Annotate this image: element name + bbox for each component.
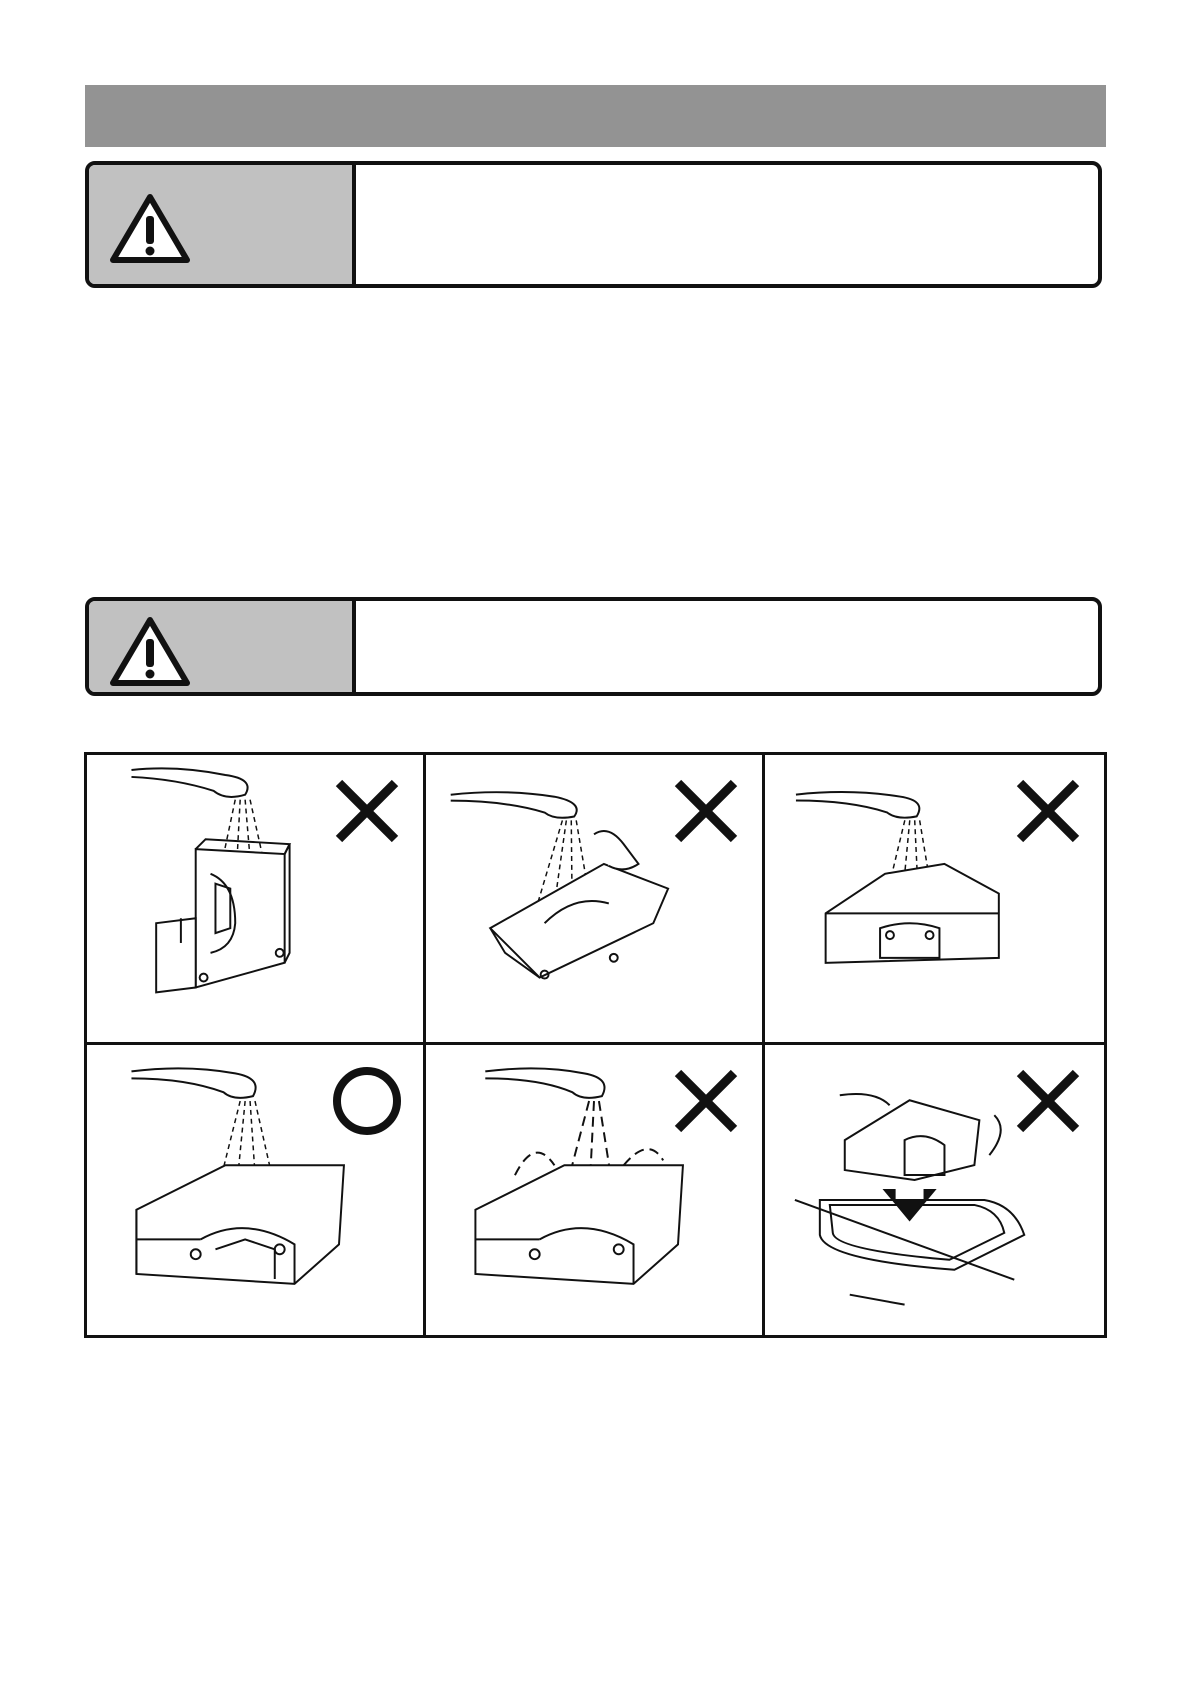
warning-label-panel [89,165,356,284]
section-title-band [85,85,1106,147]
warning-triangle-icon [109,192,191,264]
cross-icon [670,1065,742,1137]
cross-icon [670,775,742,847]
warning-box [85,161,1102,288]
warning-triangle-icon [109,615,191,687]
illustration-panel [87,1045,426,1335]
illustration-panel [426,755,765,1045]
cross-icon [1012,1065,1084,1137]
washing-instructions-grid [84,752,1107,1338]
illustration-panel [426,1045,765,1335]
cross-icon [331,775,403,847]
illustration-panel [765,755,1104,1045]
warning-box [85,597,1102,696]
cross-icon [1012,775,1084,847]
illustration-panel [87,755,426,1045]
illustration-panel [765,1045,1104,1335]
circle-ok-icon [331,1065,403,1137]
warning-label-panel [89,601,356,692]
